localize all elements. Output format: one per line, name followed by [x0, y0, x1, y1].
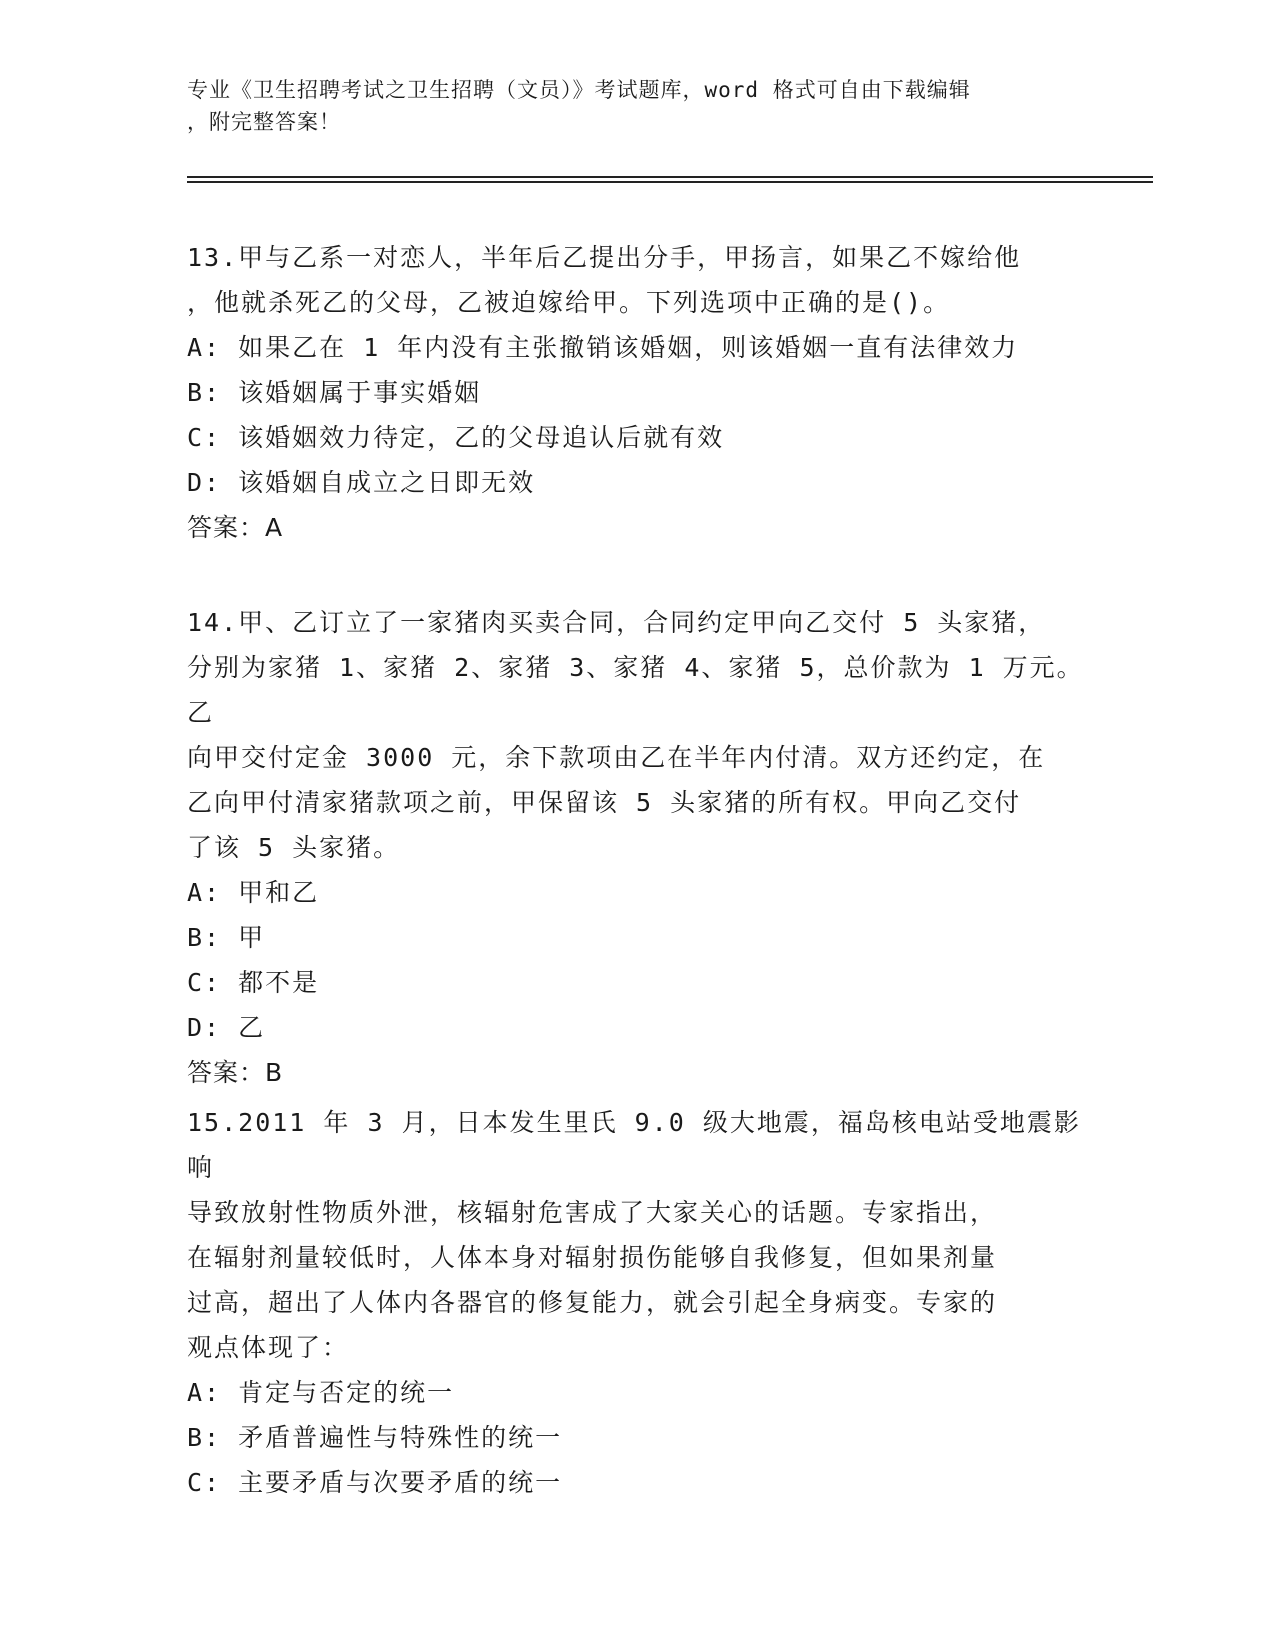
stem-line: 过高，超出了人体内各器官的修复能力，就会引起全身病变。专家的 [187, 1288, 998, 1317]
option-d: D: 乙 [187, 1013, 266, 1042]
stem-line: 在辐射剂量较低时，人体本身对辐射损伤能够自我修复，但如果剂量 [187, 1243, 998, 1272]
header-line-2: ，附完整答案！ [187, 110, 341, 134]
option-c: C: 该婚姻效力待定，乙的父母追认后就有效 [187, 423, 725, 452]
answer-label: 答案：B [187, 1058, 284, 1087]
header-divider-bottom [187, 181, 1153, 183]
stem-line: 14.甲、乙订立了一家猪肉买卖合同，合同约定甲向乙交付 5 头家猪， [187, 608, 1046, 637]
option-a: A: 如果乙在 1 年内没有主张撤销该婚姻，则该婚姻一直有法律效力 [187, 333, 1019, 362]
question-13 [187, 235, 1087, 550]
stem-line: 分别为家猪 1、家猪 2、家猪 3、家猪 4、家猪 5，总价款为 1 万元。乙 [187, 653, 1084, 727]
answer-label: 答案：A [187, 513, 284, 542]
option-b: B: 该婚姻属于事实婚姻 [187, 378, 482, 407]
stem-line: 了该 5 头家猪。 [187, 833, 401, 862]
question-stem [187, 235, 1087, 325]
question-stem [187, 1100, 1087, 1370]
stem-line: ，他就杀死乙的父母，乙被迫嫁给甲。下列选项中正确的是()。 [187, 288, 951, 317]
option-a: A: 甲和乙 [187, 878, 320, 907]
stem-line: 向甲交付定金 3000 元，余下款项由乙在半年内付清。双方还约定，在 [187, 743, 1046, 772]
header-divider-top [187, 176, 1153, 178]
option-c: C: 主要矛盾与次要矛盾的统一 [187, 1468, 563, 1497]
stem-line: 13.甲与乙系一对恋人，半年后乙提出分手，甲扬言，如果乙不嫁给他 [187, 243, 1022, 272]
option-b: B: 矛盾普遍性与特殊性的统一 [187, 1423, 563, 1452]
question-stem [187, 600, 1087, 870]
option-c: C: 都不是 [187, 968, 320, 997]
stem-line: 乙向甲付清家猪款项之前，甲保留该 5 头家猪的所有权。甲向乙交付 [187, 788, 1022, 817]
question-15 [187, 1100, 1087, 1505]
option-b: B: 甲 [187, 923, 266, 952]
stem-line: 15.2011 年 3 月，日本发生里氏 9.0 级大地震，福岛核电站受地震影响 [187, 1108, 1081, 1182]
header-line-1: 专业《卫生招聘考试之卫生招聘（文员）》考试题库，word 格式可自由下载编辑 [187, 78, 971, 102]
stem-line: 导致放射性物质外泄，核辐射危害成了大家关心的话题。专家指出， [187, 1198, 998, 1227]
question-14 [187, 600, 1087, 1095]
document-header [187, 74, 1087, 138]
stem-line: 观点体现了： [187, 1333, 350, 1362]
option-a: A: 肯定与否定的统一 [187, 1378, 455, 1407]
option-d: D: 该婚姻自成立之日即无效 [187, 468, 536, 497]
